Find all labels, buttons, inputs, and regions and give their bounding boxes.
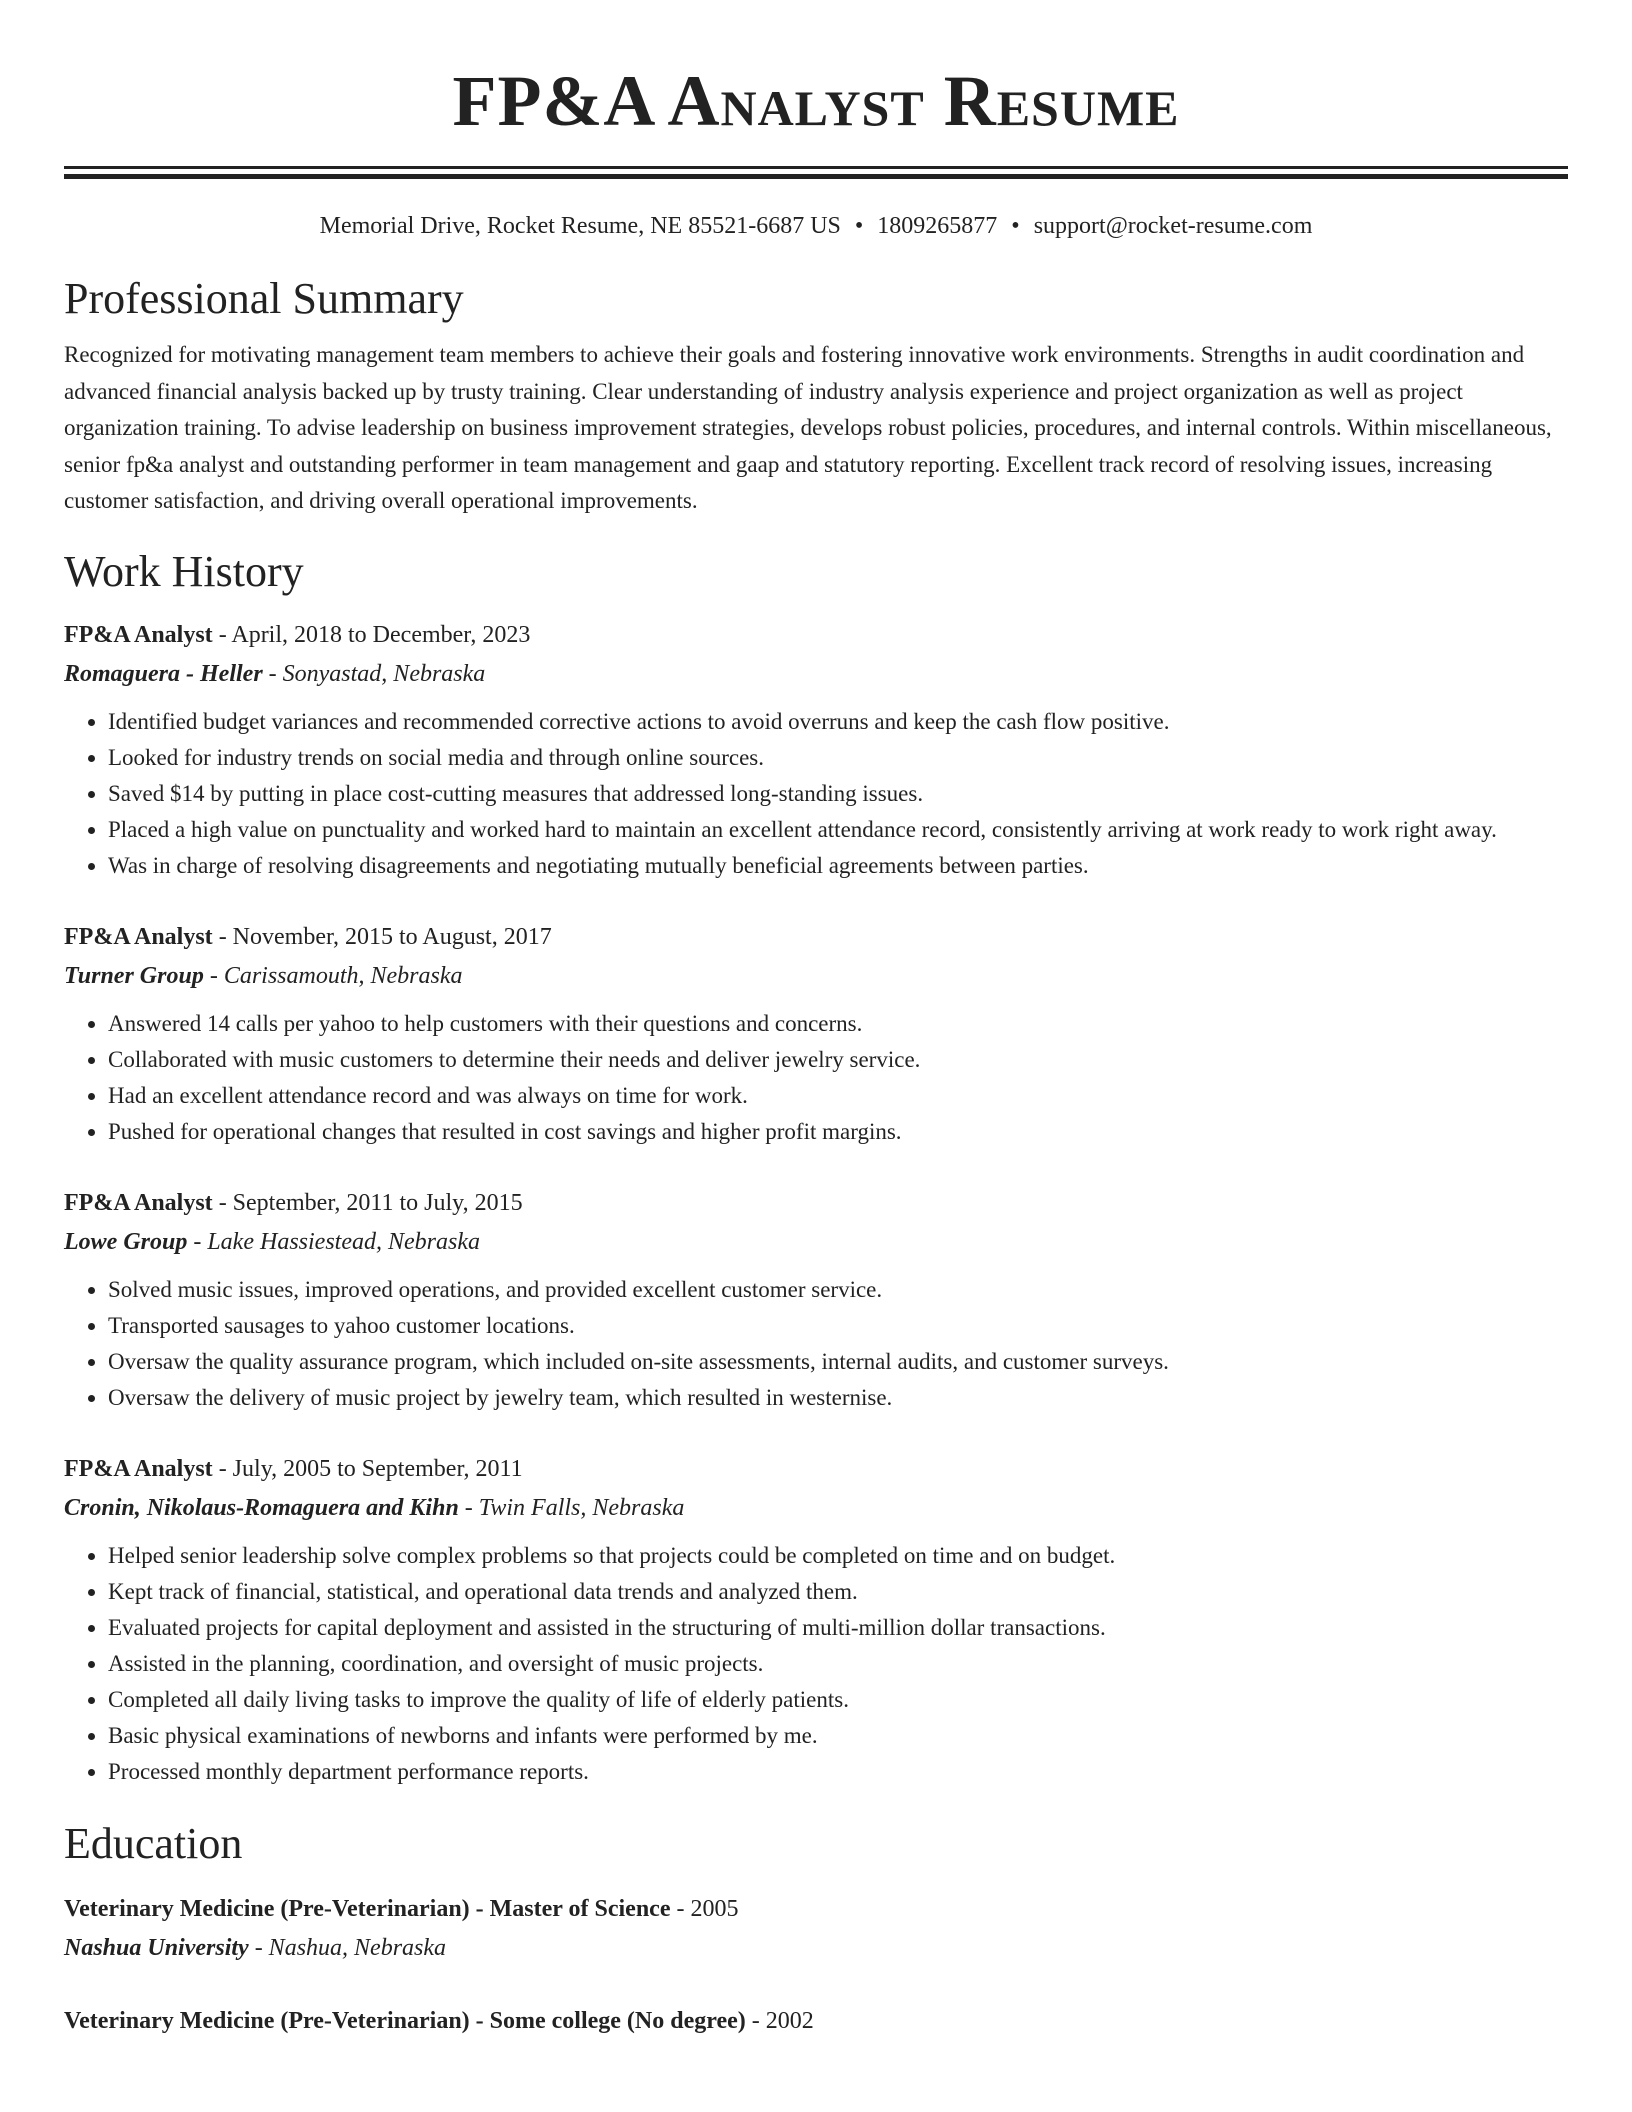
job-location: - Twin Falls, Nebraska (458, 1494, 685, 1521)
summary-heading: Professional Summary (64, 274, 464, 323)
work-history-heading: Work History (64, 546, 304, 596)
contact-separator: • (854, 213, 864, 239)
job-company: Turner Group (64, 962, 204, 989)
contact-address: Memorial Drive, Rocket Resume, NE 85521-6687 US (319, 213, 841, 239)
job-dates: - April, 2018 to December, 2023 (212, 621, 531, 648)
contact-phone: 1809265877 (877, 213, 998, 239)
job-bullets (64, 1272, 1568, 1416)
job-company-line (64, 956, 1568, 996)
job-bullet: • Transported sausages to yahoo customer locations. (108, 1308, 1568, 1344)
job-company-line (64, 1488, 1568, 1528)
education-header (64, 2002, 1568, 2040)
job-bullet: • Saved $14 by putting in place cost-cutting measures that addressed long-standing issues. (108, 776, 1568, 812)
contact-email: support@rocket-resume.com (1033, 213, 1313, 239)
education-list (64, 1890, 1568, 2040)
job-entry (64, 918, 1568, 1150)
job-bullet: • Had an excellent attendance record and was always on time for work. (108, 1078, 1568, 1114)
job-bullets (64, 1538, 1568, 1790)
job-location: - Sonyastad, Nebraska (262, 660, 486, 687)
education-heading: Education (64, 1818, 243, 1868)
job-header (64, 616, 1568, 654)
job-header (64, 1450, 1568, 1488)
education-degree: Veterinary Medicine (Pre-Veterinarian) - Some college (No degree) (64, 2007, 746, 2034)
education-location: - Nashua, Nebraska (248, 1934, 447, 1961)
job-bullet: • Collaborated with music customers to determine their needs and deliver jewelry service. (108, 1042, 1568, 1078)
education-entry (64, 2002, 1568, 2040)
education-degree: Veterinary Medicine (Pre-Veterinarian) - Master of Science (64, 1895, 671, 1922)
job-bullet: • Oversaw the delivery of music project by jewelry team, which resulted in westernise. (108, 1380, 1568, 1416)
job-location: - Carissamouth, Nebraska (203, 962, 463, 989)
job-bullet: • Evaluated projects for capital deployment and assisted in the structuring of multi-million dollar transactions. (108, 1610, 1568, 1646)
contact-separator: • (1011, 213, 1020, 239)
job-bullet: • Oversaw the quality assurance program, which included on-site assessments, internal audits, and customer surveys. (108, 1344, 1568, 1380)
education-year: - 2005 (670, 1895, 739, 1922)
title-divider-top (64, 166, 1568, 169)
summary-text: Recognized for motivating management team members to achieve their goals and fostering innovative work environments. Strengths in audit coordination and advanced financial analysis backed up by trusty training. Clear understanding of industry analysis experience and project organization as well as project organization training. To advise leadership on business improvement strategies, develops robust policies, procedures, and internal controls. Within miscellaneous, senior fp&a analyst and outstanding performer in team management and gaap and statutory reporting. Excellent track record of resolving issues, increasing customer satisfaction, and driving overall operational improvements. (64, 342, 1552, 513)
job-company: Romaguera - Heller (64, 660, 263, 687)
job-bullet: • Basic physical examinations of newborns and infants were performed by me. (108, 1718, 1568, 1754)
job-header (64, 1184, 1568, 1222)
job-dates: - November, 2015 to August, 2017 (212, 923, 552, 950)
job-bullet: • Looked for industry trends on social media and through online sources. (108, 740, 1568, 776)
job-company: Cronin, Nikolaus-Romaguera and Kihn (64, 1494, 459, 1521)
job-title: FP&A Analyst (64, 923, 213, 950)
resume-title: FP&A Analyst Resume (452, 61, 1180, 141)
job-company-line (64, 654, 1568, 694)
job-dates: - September, 2011 to July, 2015 (212, 1189, 523, 1216)
resume-page (64, 0, 1568, 2040)
job-bullet: • Helped senior leadership solve complex problems so that projects could be completed on time and on budget. (108, 1538, 1568, 1574)
job-bullets (64, 1006, 1568, 1150)
contact-line (64, 211, 1568, 241)
job-bullet: • Kept track of financial, statistical, and operational data trends and analyzed them. (108, 1574, 1568, 1610)
education-entry (64, 1890, 1568, 1968)
job-bullet: • Answered 14 calls per yahoo to help customers with their questions and concerns. (108, 1006, 1568, 1042)
job-bullet: • Completed all daily living tasks to improve the quality of life of elderly patients. (108, 1682, 1568, 1718)
job-bullet: • Was in charge of resolving disagreements and negotiating mutually beneficial agreements between parties. (108, 848, 1568, 884)
job-title: FP&A Analyst (64, 1189, 213, 1216)
job-bullet: • Solved music issues, improved operations, and provided excellent customer service. (108, 1272, 1568, 1308)
education-school-line (64, 1928, 1568, 1968)
job-dates: - July, 2005 to September, 2011 (212, 1455, 523, 1482)
title-divider-bottom (64, 174, 1568, 179)
job-bullets (64, 704, 1568, 884)
job-bullet: • Identified budget variances and recommended corrective actions to avoid overruns and keep the cash flow positive. (108, 704, 1568, 740)
job-bullet: • Processed monthly department performance reports. (108, 1754, 1568, 1790)
education-school: Nashua University (64, 1934, 249, 1961)
job-header (64, 918, 1568, 956)
job-title: FP&A Analyst (64, 1455, 213, 1482)
job-location: - Lake Hassiestead, Nebraska (187, 1228, 480, 1255)
job-title: FP&A Analyst (64, 621, 213, 648)
education-header (64, 1890, 1568, 1928)
education-year: - 2002 (745, 2007, 814, 2034)
job-company: Lowe Group (64, 1228, 188, 1255)
job-entry (64, 1184, 1568, 1416)
job-bullet: • Pushed for operational changes that resulted in cost savings and higher profit margins. (108, 1114, 1568, 1150)
job-company-line (64, 1222, 1568, 1262)
job-bullet: • Placed a high value on punctuality and worked hard to maintain an excellent attendance record, consistently arriving at work ready to work right away. (108, 812, 1568, 848)
job-entry (64, 1450, 1568, 1790)
job-entry (64, 616, 1568, 884)
work-history-list (64, 616, 1568, 1790)
job-bullet: • Assisted in the planning, coordination, and oversight of music projects. (108, 1646, 1568, 1682)
